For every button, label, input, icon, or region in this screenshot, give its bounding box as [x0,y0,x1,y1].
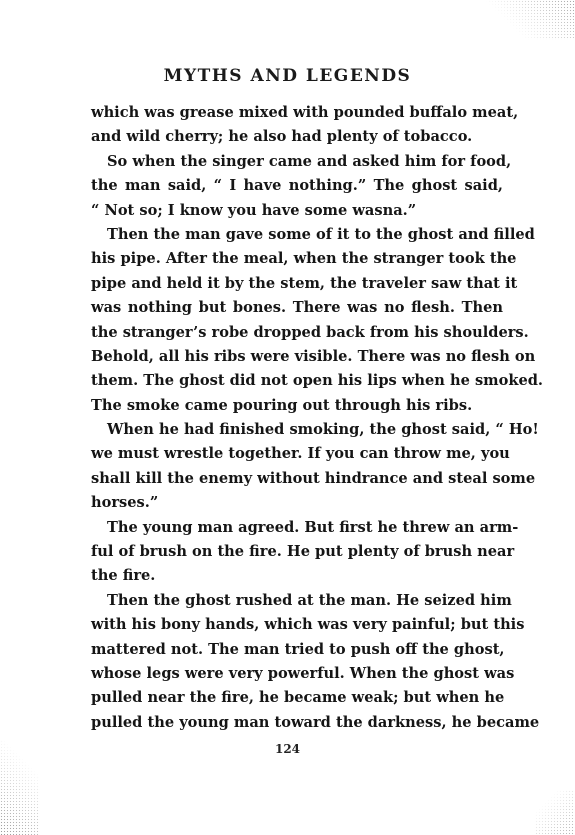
text-line: we must wrestle together. If you can throw me, you [91,445,510,463]
text-line: the fire. [91,567,156,585]
text-line: The smoke came pouring out through his ribs. [91,396,473,414]
text-line: pulled the young man toward the darkness, he became [91,713,540,731]
text-line: horses.” [91,494,159,512]
page-number: 124 [274,742,301,756]
text-line: pulled near the fire, he became weak; but when he [91,689,505,707]
text-line: and wild cherry; he also had plenty of tobacco. [91,128,473,146]
text-line: them. The ghost did not open his lips when he smoked. [91,372,544,390]
text-line: the man said, “ I have nothing.” The ghost said, [91,177,503,195]
text-line: his pipe. After the meal, when the stranger took the [91,250,517,268]
text-line: ful of brush on the fire. He put plenty of brush near [91,543,515,561]
body-text [91,101,544,735]
text-line: whose legs were very powerful. When the ghost was [91,664,515,682]
running-header: MYTHS AND LEGENDS [163,66,412,86]
text-line: Then the ghost rushed at the man. He seized him [107,591,512,609]
text-line: pipe and held it by the stem, the traveler saw that it [91,274,518,292]
text-line: with his bony hands, which was very painful; but this [91,616,525,634]
scan-speckle-bottom-right [535,790,575,835]
scan-speckle-top-right [485,0,575,40]
text-line: shall kill the enemy without hindrance and steal some [91,469,536,487]
text-line: “ Not so; I know you have some wasna.” [91,201,417,219]
text-line: was nothing but bones. There was no flesh. Then [91,299,503,317]
text-line: The young man agreed. But first he threw an arm- [107,518,519,536]
text-line: Then the man gave some of it to the ghost and filled [107,225,535,243]
text-line: mattered not. The man tried to push off the ghost, [91,640,505,658]
text-line: So when the singer came and asked him for food, [107,152,512,170]
text-line: the stranger’s robe dropped back from his shoulders. [91,323,529,341]
text-line: Behold, all his ribs were visible. There was no flesh on [91,347,536,365]
text-line: which was grease mixed with pounded buffalo meat, [91,104,519,121]
text-line: When he had finished smoking, the ghost said, “ Ho! [107,421,539,439]
